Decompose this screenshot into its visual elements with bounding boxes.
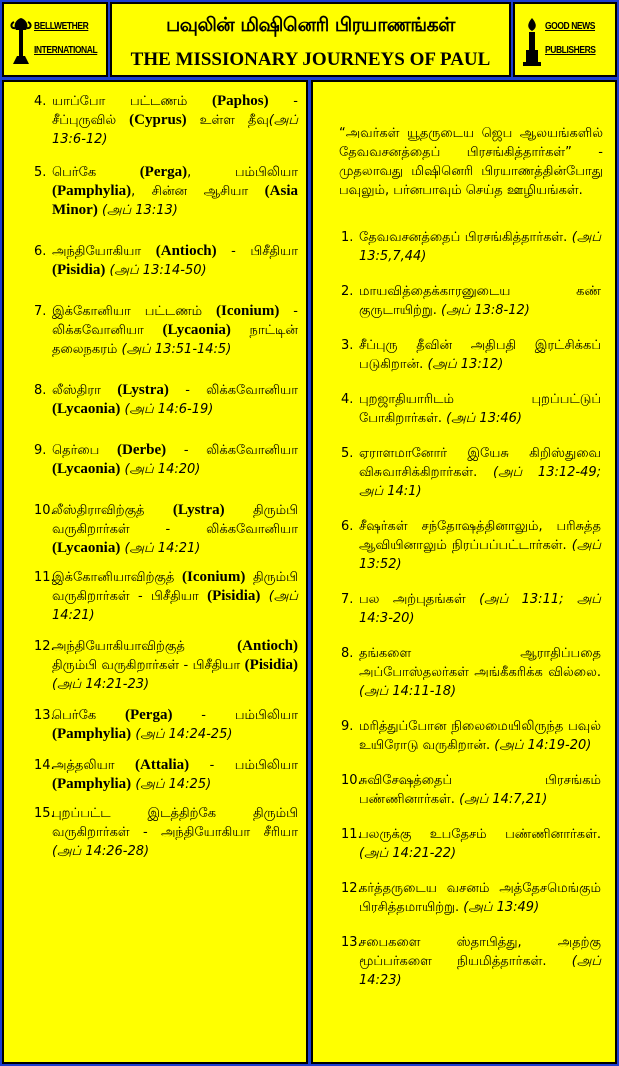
left-logo-line2: INTERNATIONAL [34,45,98,56]
ministry-item [313,933,601,990]
place-english: (Iconium) [182,569,246,585]
ministry-item [313,390,601,428]
journey-stop-item [4,163,298,220]
item-number: 5. [34,165,47,180]
ministry-item [313,644,601,701]
ministry-item [313,228,601,266]
title-box [110,2,511,77]
item-number: 4. [34,94,47,109]
scripture-reference: (அப் 13:12-49; அப் 14:1) [359,465,601,499]
scripture-reference: (அப் 14:21) [52,589,298,623]
scripture-reference: (அப் 13:14-50) [109,263,207,278]
scripture-reference: (அப் 14:6-19) [124,402,214,417]
region-tamil: , பம்பிலியா [187,165,299,180]
scripture-reference: (அப் 14:26-28) [52,844,150,859]
journey-stop-item [4,501,298,558]
region-tamil: திரும்பி வருகிறார்கள் - பிசீதியா [52,570,298,604]
place-english: (Lystra) [172,502,225,518]
scripture-reference: (அப் 14:23) [359,954,601,988]
left-logo-line1: BELLWETHER [34,21,89,32]
place-tamil: இக்கோனியாவிற்குத் [52,570,182,585]
ministry-item [313,717,601,755]
region-tamil: - லிக்கவோனியா [166,443,298,458]
region-tamil: - பம்பிலியா [172,708,298,723]
ministry-text: பல அற்புதங்கள் [359,592,480,607]
region-english: (Pisidia) [207,588,261,604]
right-logo-line1: GOOD NEWS [545,21,596,32]
region-tamil: - பிசீதியா [216,244,298,259]
item-number: 15. [34,806,55,821]
item-number: 1. [341,230,354,245]
good-news-logo [521,16,611,67]
scripture-reference: (அப் 14:24-25) [135,727,233,742]
scripture-reference: (அப் 14:21) [124,541,201,556]
region-english: (Pisidia) [244,657,298,673]
scripture-reference: (அப் 13:5,7,44) [359,230,601,264]
item-number: 12. [34,639,55,654]
place-english: (Perga) [124,707,173,723]
scripture-reference: (அப் 13:46) [446,411,522,426]
ministry-list [313,228,601,1006]
scripture-reference: (அப் 14:11-18) [359,684,457,699]
journey-stop-item [4,381,298,419]
ministry-text: மரித்துப்போன நிலைமையிலிருந்த பவுல் உயிரோடு வருகிறான். [359,719,601,753]
item-number: 9. [341,719,354,734]
place-english: (Perga) [139,164,188,180]
journey-stop-item [4,302,298,359]
region-english: (Cyprus) [129,112,187,128]
journey-stop-item [4,706,298,744]
place-english: (Derbe) [117,442,167,458]
place-note: , சின்ன ஆசியா [131,184,265,199]
region-english: (Pamphylia) [52,776,132,792]
item-number: 9. [34,443,47,458]
right-logo-line2: PUBLISHERS [545,45,596,56]
place-tamil: தெர்பை [52,443,118,458]
scripture-reference: (அப் 13:52) [359,538,601,572]
place-tamil: அந்தியோகியாவிற்குத் [52,639,238,654]
item-number: 11. [34,570,55,585]
place-tamil: லீஸ்திராவிற்குத் [52,503,173,518]
item-number: 6. [34,244,47,259]
journey-stop-item [4,92,298,149]
journey-stop-item [4,568,298,625]
ministry-text: மாயவித்தைக்காரனுடைய கண் குருடாயிற்று. [359,284,601,318]
place-tamil: அத்தலியா [52,758,136,773]
ministry-item [313,444,601,501]
item-number: 6. [341,519,354,534]
place-tamil: லீஸ்திரா [52,383,118,398]
item-number: 13. [34,708,55,723]
region-english: (Lycaonia) [52,401,121,417]
place-tamil: பெர்கே [52,708,125,723]
region-english: (Lycaonia) [52,461,121,477]
region-tamil: - சீப்புருவில் [52,94,298,128]
item-number: 13. [341,935,362,950]
scripture-reference: (அப் 14:7,21) [459,792,548,807]
place-tamil: இக்கோனியா பட்டணம் [52,304,217,319]
region-english: (Pamphylia) [52,726,132,742]
place-english: (Antioch) [237,638,298,654]
title-english: THE MISSIONARY JOURNEYS OF PAUL [130,49,491,70]
ministry-item [313,517,601,574]
item-number: 8. [34,383,47,398]
region-english: (Lycaonia) [162,322,231,338]
journey-stop-item [4,441,298,479]
ministry-text: சீஷர்கள் சந்தோஷத்தினாலும், பரிசுத்த ஆவியினாலும் நிரப்பப்பட்டார்கள். [359,519,601,553]
item-number: 5. [341,446,354,461]
journey-stops-list [4,82,306,861]
region-tamil: திரும்பி வருகிறார்கள் - லிக்கவோனியா [52,503,298,537]
journey-stop-item [4,804,298,861]
ministry-text: பலருக்கு உபதேசம் பண்ணினார்கள். [359,827,601,842]
place-tamil: அந்தியோகியா [52,244,156,259]
item-number: 7. [341,592,354,607]
title-tamil: பவுலின் மிஷினெரி பிரயாணங்கள் [166,14,455,36]
place-note: உள்ள தீவு [186,113,269,128]
ministry-item [313,590,601,628]
ministry-item [313,825,601,863]
place-english: (Paphos) [211,93,269,109]
scripture-reference: (அப் 14:25) [135,777,212,792]
ministry-item [313,282,601,320]
ministry-text: புறஜாதியாரிடம் புறப்பட்டுப் போகிறார்கள். [359,392,601,426]
scripture-reference: (அப் 13:13) [97,203,178,218]
item-number: 8. [341,646,354,661]
ministry-item [313,336,601,374]
region-tamil: - லிக்கவோனியா [52,304,299,338]
ministry-item [313,771,601,809]
lamp-icon [521,16,543,68]
journey-stops-column [2,80,308,1064]
place-tamil: புறப்பட்ட இடத்திற்கே திரும்பி வருகிறார்கள் - அந்தியோகியா சீரியா [52,806,298,840]
scripture-reference: (அப் 13:12) [427,357,504,372]
place-note: நாட்டின் தலைநகரம் [52,323,298,357]
item-number: 2. [341,284,354,299]
item-number: 10. [34,503,55,518]
ministry-column [311,80,617,1064]
region-english: (Lycaonia) [52,540,121,556]
ministry-text: சபைகளை ஸ்தாபித்து, அதற்கு மூப்பர்களை நியமித்தார்கள். [359,935,601,969]
scripture-reference: (அப் 13:8-12) [441,303,530,318]
item-number: 11. [341,827,362,842]
scripture-reference: (அப் 14:19-20) [494,738,592,753]
ram-icon [10,16,32,68]
bellwether-logo-box [2,2,108,77]
region-tamil: - பம்பிலியா [189,758,298,773]
item-number: 12. [341,881,362,896]
place-tamil: யாப்போ பட்டணம் [52,94,212,109]
scripture-reference: (அப் 13:51-14:5) [121,342,232,357]
ministry-text: சீப்புரு தீவின் அதிபதி இரட்சிக்கப் படுகிறான். [359,338,601,372]
scripture-reference: (அப் 14:21-22) [359,846,457,861]
region-tamil: - லிக்கவோனியா [168,383,299,398]
place-english: (Lystra) [117,382,169,398]
item-number: 4. [341,392,354,407]
journey-stop-item [4,756,298,794]
scripture-reference: (அப் 14:20) [124,462,201,477]
item-number: 7. [34,304,47,319]
place-note [260,589,268,604]
ministry-intro: “அவர்கள் யூதருடைய ஜெப ஆலயங்களில் தேவவசனத்தைப் பிரசங்கித்தார்கள்” - முதலாவது மிஷினெரி பிரயாணத்தின்போது பவுலும், பர்னபாவும் செய்த ஊழியங்கள். [339,126,603,198]
bellwether-logo [10,16,102,67]
scripture-reference: (அப் 14:21-23) [52,677,150,692]
place-english: (Attalia) [135,757,190,773]
region-english: (Pisidia) [52,262,106,278]
place-english: (Antioch) [155,243,217,259]
ministry-text: கர்த்தருடைய வசனம் அத்தேசமெங்கும் பிரசித்தமாயிற்று. [359,881,601,915]
area-english: (Asia Minor) [52,183,298,218]
good-news-logo-box [513,2,617,77]
journey-stop-item [4,637,298,694]
scripture-reference: (அப் 13:6-12) [52,113,298,147]
ministry-text: தங்களை ஆராதிப்பதை அப்போஸ்தலர்கள் அங்கீகரிக்க வில்லை. [359,646,601,680]
journey-stop-item [4,242,298,280]
item-number: 10. [341,773,362,788]
region-english: (Pamphylia) [52,183,132,199]
ministry-item [313,879,601,917]
ministry-text: ஏராளமானோர் இயேசு கிறிஸ்துவை விசுவாசிக்கிறார்கள். [359,446,601,480]
region-tamil: திரும்பி வருகிறார்கள் - பிசீதியா [52,658,245,673]
scripture-reference: (அப் 13:49) [463,900,540,915]
item-number: 14. [34,758,55,773]
place-tamil: பெர்கே [52,165,140,180]
place-english: (Iconium) [216,303,280,319]
ministry-text: சுவிசேஷத்தைப் பிரசங்கம் பண்ணினார்கள். [359,773,601,807]
ministry-text: தேவவசனத்தைப் பிரசங்கித்தார்கள். [359,230,572,245]
item-number: 3. [341,338,354,353]
scripture-reference: (அப் 13:11; அப் 14:3-20) [359,592,601,626]
